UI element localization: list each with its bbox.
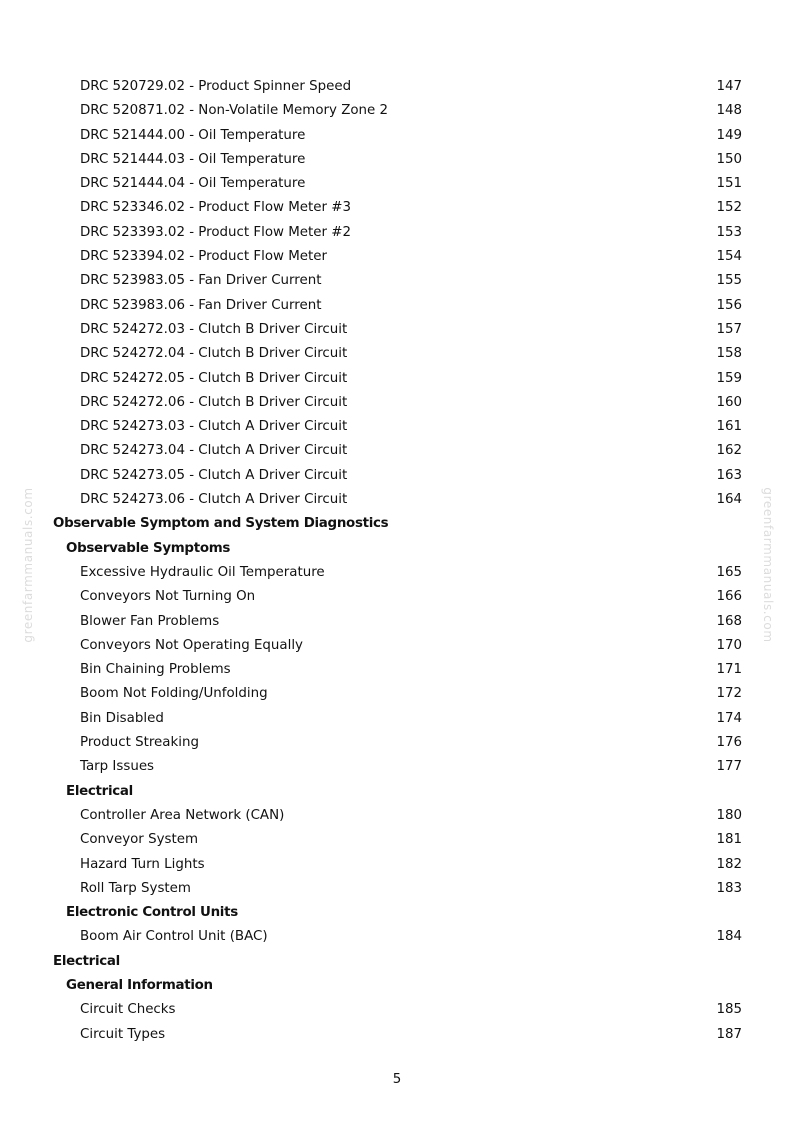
toc-entry-title: Blower Fan Problems [80, 613, 220, 629]
toc-subsection-heading[interactable] [0, 901, 794, 925]
toc-entry-page-number: 151 [716, 176, 742, 192]
toc-entry-title: Electrical [66, 783, 133, 799]
toc-entry[interactable] [0, 196, 794, 220]
toc-entry-page-number: 181 [716, 832, 742, 848]
toc-entry-page-number: 164 [716, 492, 742, 508]
toc-entry-title: DRC 520871.02 - Non-Volatile Memory Zone 2 [80, 103, 389, 119]
toc-entry-title: DRC 523983.06 - Fan Driver Current [80, 297, 322, 313]
toc-entry-page-number: 184 [716, 929, 742, 945]
toc-entry[interactable] [0, 682, 794, 706]
toc-entry[interactable] [0, 610, 794, 634]
toc-entry-title: Excessive Hydraulic Oil Temperature [80, 564, 325, 580]
toc-entry-page-number: 149 [716, 127, 742, 143]
toc-section-heading[interactable] [0, 950, 794, 974]
toc-entry-title: Electronic Control Units [66, 905, 238, 921]
toc-entry-page-number: 163 [716, 467, 742, 483]
toc-entry-title: Boom Not Folding/Unfolding [80, 686, 268, 702]
toc-entry-title: Hazard Turn Lights [80, 856, 205, 872]
toc-entry[interactable] [0, 391, 794, 415]
toc-entry[interactable] [0, 148, 794, 172]
toc-entry-title: DRC 524272.04 - Clutch B Driver Circuit [80, 346, 348, 362]
toc-entry-page-number: 158 [716, 346, 742, 362]
toc-entry-page-number: 153 [716, 224, 742, 240]
toc-entry[interactable] [0, 172, 794, 196]
toc-entry[interactable] [0, 415, 794, 439]
toc-entry-page-number: 182 [716, 856, 742, 872]
toc-entry-title: DRC 524273.04 - Clutch A Driver Circuit [80, 443, 348, 459]
toc-entry[interactable] [0, 439, 794, 463]
toc-entry[interactable] [0, 925, 794, 949]
toc-entry-title: DRC 521444.04 - Oil Temperature [80, 176, 306, 192]
toc-entry[interactable] [0, 707, 794, 731]
toc-entry-page-number: 177 [716, 759, 742, 775]
toc-entry-page-number: 160 [716, 394, 742, 410]
toc-entry[interactable] [0, 828, 794, 852]
toc-entry[interactable] [0, 99, 794, 123]
toc-entry-title: DRC 523983.05 - Fan Driver Current [80, 273, 322, 289]
toc-entry[interactable] [0, 731, 794, 755]
toc-entry-title: General Information [66, 977, 213, 993]
toc-entry-page-number: 170 [716, 637, 742, 653]
toc-entry[interactable] [0, 658, 794, 682]
toc-entry-page-number: 171 [716, 662, 742, 678]
toc-entry-page-number: 147 [716, 79, 742, 94]
toc-entry-title: DRC 521444.03 - Oil Temperature [80, 151, 306, 167]
toc-entry-title: DRC 524272.06 - Clutch B Driver Circuit [80, 394, 348, 410]
toc-entry[interactable] [0, 853, 794, 877]
toc-entry[interactable] [0, 124, 794, 148]
toc-entry-page-number: 159 [716, 370, 742, 386]
toc-entry-page-number: 154 [716, 249, 742, 265]
toc-entry-title: Circuit Checks [80, 1002, 176, 1018]
toc-entry-page-number: 174 [716, 710, 742, 726]
toc-entry[interactable] [0, 269, 794, 293]
toc-entry-title: Electrical [53, 953, 120, 969]
toc-entry-title: DRC 524273.06 - Clutch A Driver Circuit [80, 492, 348, 508]
toc-entry-title: DRC 521444.00 - Oil Temperature [80, 127, 306, 143]
toc-entry-title: DRC 523394.02 - Product Flow Meter [80, 249, 328, 265]
toc-entry-page-number: 148 [716, 103, 742, 119]
toc-entry-page-number: 157 [716, 321, 742, 337]
toc-entry[interactable] [0, 294, 794, 318]
toc-entry-title: DRC 520729.02 - Product Spinner Speed [80, 79, 352, 94]
toc-entry-title: Tarp Issues [80, 759, 155, 775]
toc-entry-title: Controller Area Network (CAN) [80, 807, 285, 823]
toc-section-heading[interactable] [0, 512, 794, 536]
toc-entry-title: Product Streaking [80, 735, 199, 751]
toc-entry[interactable] [0, 245, 794, 269]
toc-entry[interactable] [0, 221, 794, 245]
toc-entry[interactable] [0, 342, 794, 366]
toc-entry[interactable] [0, 755, 794, 779]
toc-entry[interactable] [0, 585, 794, 609]
toc-entry[interactable] [0, 464, 794, 488]
toc-entry[interactable] [0, 367, 794, 391]
table-of-contents [0, 75, 794, 1047]
toc-subsection-heading[interactable] [0, 780, 794, 804]
toc-entry[interactable] [0, 318, 794, 342]
toc-entry-page-number: 166 [716, 589, 742, 605]
toc-entry-title: DRC 524273.03 - Clutch A Driver Circuit [80, 419, 348, 435]
toc-entry-title: Boom Air Control Unit (BAC) [80, 929, 268, 945]
watermark-left: greenfarmmanuals.com [21, 487, 35, 643]
toc-entry-title: Observable Symptom and System Diagnostics [53, 516, 389, 532]
toc-entry[interactable] [0, 998, 794, 1022]
toc-entry-title: Bin Disabled [80, 710, 164, 726]
toc-entry[interactable] [0, 1023, 794, 1047]
toc-entry[interactable] [0, 804, 794, 828]
toc-entry[interactable] [0, 634, 794, 658]
toc-entry-title: Circuit Types [80, 1026, 166, 1042]
toc-entry-title: Conveyors Not Turning On [80, 589, 256, 605]
toc-entry-page-number: 152 [716, 200, 742, 216]
toc-entry-page-number: 183 [716, 880, 742, 896]
toc-entry-title: Roll Tarp System [80, 880, 191, 896]
toc-entry-page-number: 155 [716, 273, 742, 289]
page-number: 5 [392, 1072, 402, 1087]
toc-entry[interactable] [0, 75, 794, 99]
toc-entry-page-number: 172 [716, 686, 742, 702]
toc-entry-page-number: 187 [716, 1026, 742, 1042]
toc-entry-page-number: 180 [716, 807, 742, 823]
toc-entry-page-number: 185 [716, 1002, 742, 1018]
toc-entry-title: DRC 524272.05 - Clutch B Driver Circuit [80, 370, 348, 386]
toc-entry-title: Observable Symptoms [66, 540, 231, 556]
toc-subsection-heading[interactable] [0, 974, 794, 998]
toc-subsection-heading[interactable] [0, 537, 794, 561]
toc-entry-page-number: 168 [716, 613, 742, 629]
toc-entry[interactable] [0, 877, 794, 901]
toc-entry-title: Conveyors Not Operating Equally [80, 637, 303, 653]
toc-entry-title: DRC 524273.05 - Clutch A Driver Circuit [80, 467, 348, 483]
toc-entry-title: DRC 523346.02 - Product Flow Meter #3 [80, 200, 352, 216]
toc-entry-title: DRC 523393.02 - Product Flow Meter #2 [80, 224, 352, 240]
toc-entry[interactable] [0, 561, 794, 585]
toc-entry-title: Bin Chaining Problems [80, 662, 231, 678]
toc-entry-page-number: 156 [716, 297, 742, 313]
toc-entry-page-number: 165 [716, 564, 742, 580]
toc-entry-page-number: 162 [716, 443, 742, 459]
toc-entry-page-number: 150 [716, 151, 742, 167]
toc-entry[interactable] [0, 488, 794, 512]
toc-entry-page-number: 176 [716, 735, 742, 751]
watermark-right: greenfarmmanuals.com [761, 487, 775, 643]
toc-entry-title: DRC 524272.03 - Clutch B Driver Circuit [80, 321, 348, 337]
toc-entry-title: Conveyor System [80, 832, 199, 848]
toc-entry-page-number: 161 [716, 419, 742, 435]
